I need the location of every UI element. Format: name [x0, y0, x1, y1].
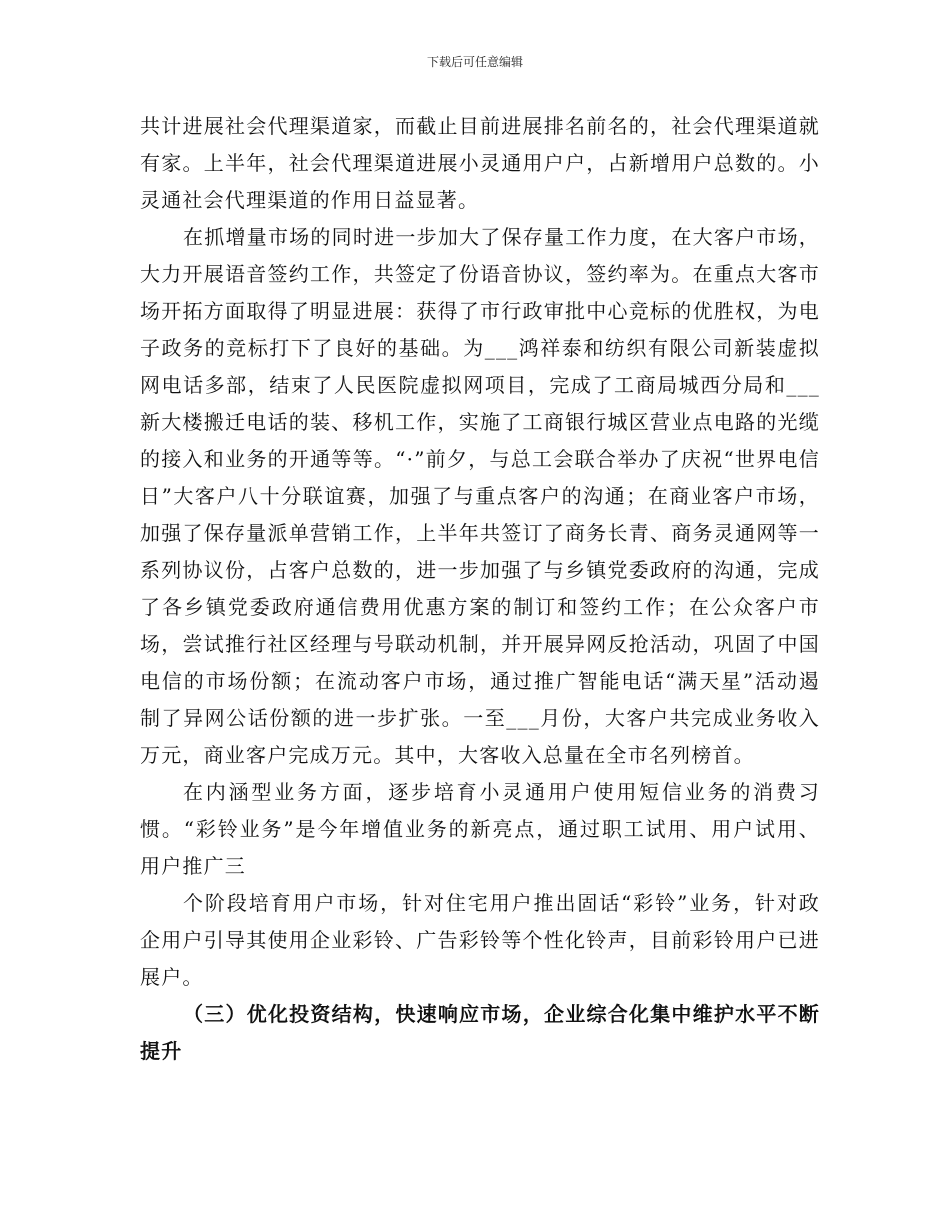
- paragraph-agency-channels: 共计进展社会代理渠道家，而截止目前进展排名前名的，社会代理渠道就有家。上半年，社会代理渠道进展小灵通用户户，占新增用户总数的。小灵通社会代理渠道的作用日益显著。: [140, 114, 820, 212]
- paragraph-stock-market: 在抓增量市场的同时进一步加大了保存量工作力度，在大客户市场，大力开展语音签约工作，共签定了份语音协议，签约率为。在重点大客市场开拓方面取得了明显进展：获得了市行政审批中心竞标的优胜权，为电子政务的竞标打下了良好的基础。为___鸿祥泰和纺织有限公司新装虚拟网电话多部，结束了人民医院虚拟网项目，完成了工商局城西分局和___新大楼搬迁电话的装、移机工作，实施了工商银行城区营业点电路的光缆的接入和业务的开通等等。“·”前夕，与总工会联合举办了庆祝“世界电信日”大客户八十分联谊赛，加强了与重点客户的沟通；在商业客户市场，加强了保存量派单营销工作，上半年共签订了商务长青、商务灵通网等一系列协议份，占客户总数的，进一步加强了与乡镇党委政府的沟通，完成了各乡镇党委政府通信费用优惠方案的制订和签约工作；在公众客户市场，尝试推行社区经理与号联动机制，并开展异网反抢活动，巩固了中国电信的市场份额；在流动客户市场，通过推广智能电话“满天星”活动遏制了异网公话份额的进一步扩张。一至___月份，大客户共完成业务收入万元，商业客户完成万元。其中，大客收入总量在全市名列榜首。: [140, 225, 820, 767]
- page-header: 下载后可任意编辑: [426, 55, 523, 69]
- paragraph-color-ring: 个阶段培育用户市场，针对住宅用户推出固话“彩铃”业务，针对政企用户引导其使用企业彩铃、广告彩铃等个性化铃声，目前彩铃用户已进展户。: [140, 891, 820, 989]
- document-body: [140, 108, 820, 1070]
- paragraph-value-added-services: 在内涵型业务方面，逐步培育小灵通用户使用短信业务的消费习惯。“彩铃业务”是今年增值业务的新亮点，通过职工试用、用户试用、用户推广三: [140, 780, 820, 878]
- section-heading: （三）优化投资结构，快速响应市场，企业综合化集中维护水平不断提升: [140, 1002, 820, 1063]
